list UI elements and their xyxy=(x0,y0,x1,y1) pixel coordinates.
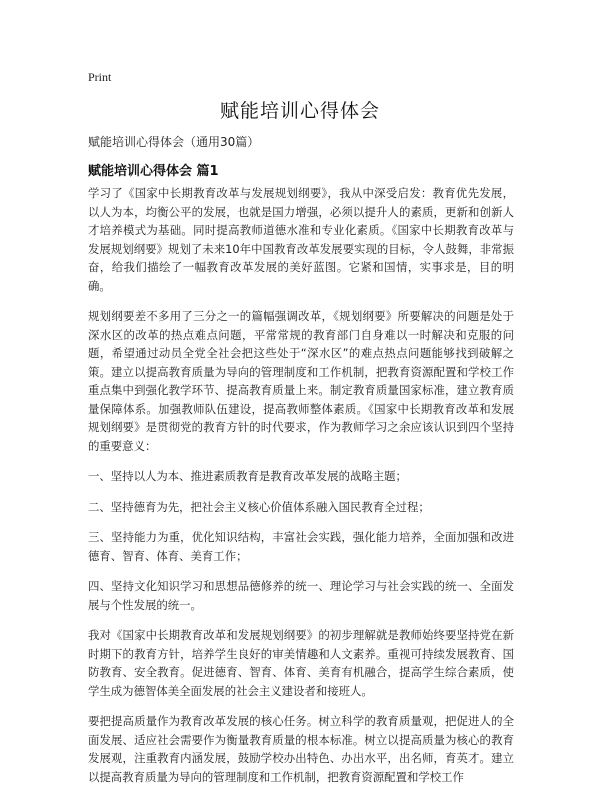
paragraph: 学习了《国家中长期教育改革与发展规划纲要》，我从中深受启发：教育优先发展，以人为本，均衡公平的发展，也就是国力增强，必须以提升人的素质，更新和创新人才培养模式为基础。同时提高教师道德水准和专业化素质。《国家中长期教育改革与发展规划纲要》规划了未来10年中国教育改革发展要实现的目标，令人鼓舞，非常振奋，给我们描绘了一幅教育改革发展的美好蓝图。它紧和国情，实事求是，目的明确。 xyxy=(88,186,514,293)
paragraph: 三、坚持能力为重，优化知识结构，丰富社会实践，强化能力培养，全面加强和改进德育、智育、体育、美育工作； xyxy=(88,530,514,563)
paragraph: 二、坚持德育为先，把社会主义核心价值体系融入国民教育全过程； xyxy=(88,499,430,514)
section-heading: 赋能培训心得体会 篇1 xyxy=(88,164,219,179)
document-body xyxy=(88,184,514,798)
paragraph: 四、坚持文化知识学习和思想品德修养的统一、理论学习与社会实践的统一、全面发展与个性发展的统一。 xyxy=(88,579,514,612)
document-title: 赋能培训心得体会 xyxy=(219,100,380,122)
paragraph: 规划纲要差不多用了三分之一的篇幅强调改革，《规划纲要》所要解决的问题是处于深水区的改革的热点难点问题，平常常规的教育部门自身难以一时解决和克服的问题，希望通过动员全党全社会把这些处于“深水区”的难点热点问题能够找到破解之策。建立以提高教育质量为导向的管理制度和工作机制，把教育资源配置和学校工作重点集中到强化教学环节、提高教育质量上来。制定教育质量国家标准，建立教育质量保障体系。加强教师队伍建设，提高教师整体素质。《国家中长期教育改革和发展规划纲要》是贯彻党的教育方针的时代要求，作为教师学习之余应该认识到四个坚持的重要意义： xyxy=(88,309,514,453)
paragraph: 一、坚持以人为本、推进素质教育是教育改革发展的战略主题； xyxy=(88,469,407,483)
document-subtitle: 赋能培训心得体会（通用30篇） xyxy=(88,135,260,149)
paragraph: 要把提高质量作为教育改革发展的核心任务。树立科学的教育质量观，把促进人的全面发展、适应社会需要作为衡量教育质量的根本标准。树立以提高质量为核心的教育发展观，注重教育内涵发展，鼓励学校办出特色、办出水平，出名师，育英才。建立以提高教育质量为导向的管理制度和工作机制，把教育资源配置和学校工作 xyxy=(88,714,514,784)
print-label: Print xyxy=(88,70,112,84)
paragraph: 我对《国家中长期教育改革和发展规划纲要》的初步理解就是教师始终要坚持党在新时期下的教育方针，培养学生良好的审美情趣和人文素养。重视可持续发展教育、国防教育、安全教育。促进德育、智育、体育、美育有机融合，提高学生综合素质，使学生成为德智体美全面发展的社会主义建设者和接班人。 xyxy=(88,628,514,698)
